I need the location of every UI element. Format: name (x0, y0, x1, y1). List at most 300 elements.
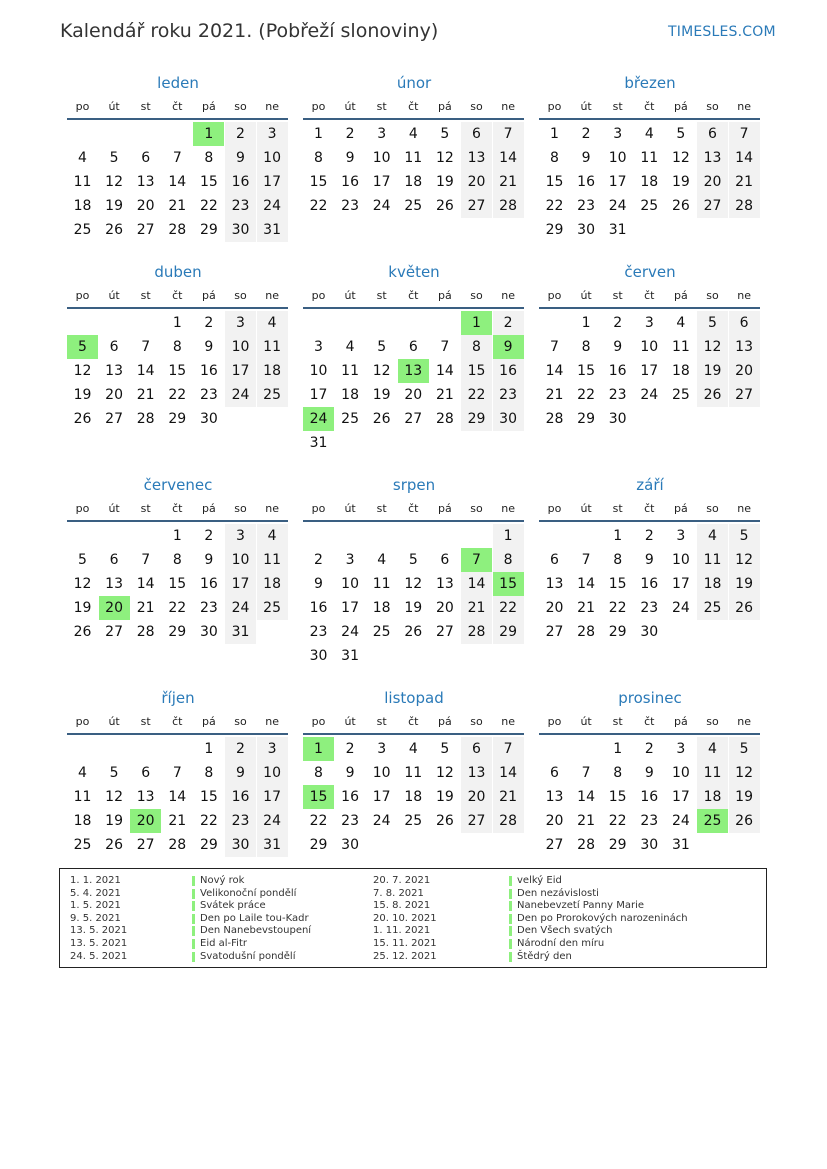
legend-swatch (509, 952, 512, 962)
calendar-day: 18 (73, 198, 92, 214)
weekday-label: ne (501, 100, 515, 113)
calendar-day: 12 (404, 576, 423, 592)
calendar-day: 11 (404, 765, 423, 781)
calendar-day: 8 (314, 150, 323, 166)
calendar-day: 13 (136, 789, 155, 805)
calendar-day: 5 (109, 150, 119, 166)
calendar-day: 26 (73, 624, 92, 640)
weekday-label: st (612, 715, 623, 728)
calendar-day: 20 (461, 170, 492, 194)
calendar-day: 12 (671, 150, 690, 166)
weekday-label: út (344, 289, 356, 302)
header-rule (303, 733, 524, 735)
calendar-day: 22 (493, 596, 524, 620)
calendar-day: 7 (141, 552, 151, 568)
calendar-day: 30 (341, 837, 359, 853)
calendar-day: 8 (493, 548, 524, 572)
weekday-label: st (612, 289, 623, 302)
calendar-day: 4 (257, 524, 288, 548)
legend-holiday-name: Eid al-Fitr (200, 938, 247, 949)
calendar-day: 14 (577, 789, 595, 805)
weekday-label: po (547, 502, 562, 515)
calendar-day: 11 (671, 339, 690, 355)
calendar-day: 21 (168, 198, 187, 214)
calendar-day: 2 (225, 122, 256, 146)
legend-swatch (192, 939, 195, 949)
legend-swatch (192, 889, 195, 899)
weekday-label: ne (265, 289, 279, 302)
calendar-day: 17 (640, 363, 659, 379)
month-name: říjen (161, 689, 195, 707)
calendar-day: 13 (105, 363, 123, 379)
calendar-day: 11 (697, 548, 728, 572)
calendar-day: 10 (608, 150, 627, 166)
calendar-day: 5 (109, 765, 119, 781)
calendar-day: 25 (73, 222, 92, 238)
weekday-label: čt (408, 289, 419, 302)
calendar-day: 21 (545, 387, 564, 403)
calendar-day: 18 (404, 789, 423, 805)
header-rule (539, 520, 760, 522)
holiday-day: 1 (193, 122, 224, 146)
calendar-day: 26 (435, 198, 454, 214)
weekday-label: čt (644, 502, 655, 515)
weekday-label: ne (737, 715, 751, 728)
calendar-day: 30 (608, 411, 627, 427)
weekday-label: st (140, 715, 151, 728)
calendar-day: 29 (168, 624, 187, 640)
calendar-day: 6 (408, 339, 418, 355)
calendar-day: 27 (404, 411, 423, 427)
calendar-day: 2 (644, 741, 654, 757)
calendar-day: 30 (199, 411, 218, 427)
calendar-day: 17 (309, 387, 328, 403)
calendar-day: 16 (577, 174, 595, 190)
calendar-day: 25 (697, 596, 728, 620)
calendar-day: 25 (404, 813, 423, 829)
calendar-day: 14 (729, 146, 760, 170)
calendar-day: 13 (461, 146, 492, 170)
page-title: Kalendář roku 2021. (Pobřeží slonoviny) (60, 20, 439, 42)
calendar-day: 31 (257, 833, 288, 857)
calendar-day: 19 (73, 387, 92, 403)
legend-swatch (192, 876, 195, 886)
calendar-day: 17 (257, 785, 288, 809)
calendar-day: 20 (105, 387, 123, 403)
calendar-day: 28 (168, 837, 187, 853)
calendar-day: 3 (377, 126, 387, 142)
calendar-day: 10 (225, 335, 256, 359)
legend-holiday-name: Den po Laile tou-Kadr (200, 912, 309, 924)
calendar-day: 27 (461, 809, 492, 833)
calendar-day: 30 (640, 837, 659, 853)
calendar-day: 24 (225, 596, 256, 620)
legend-holiday-name: Den Všech svatých (517, 925, 613, 937)
calendar-day: 31 (608, 222, 627, 238)
calendar-day: 26 (404, 624, 423, 640)
legend-date: 15. 8. 2021 (373, 900, 431, 912)
calendar-day: 9 (644, 552, 654, 568)
calendar-day: 29 (545, 222, 564, 238)
legend-swatch (509, 901, 512, 911)
legend-date: 13. 5. 2021 (70, 938, 128, 949)
weekday-label: ne (501, 502, 515, 515)
calendar-day: 14 (136, 363, 155, 379)
calendar-day: 22 (577, 387, 595, 403)
calendar-day: 24 (372, 198, 391, 214)
holiday-day: 9 (493, 335, 524, 359)
weekday-label: pá (202, 502, 216, 515)
weekday-label: čt (644, 715, 655, 728)
weekday-label: út (580, 502, 592, 515)
calendar-day: 14 (545, 363, 564, 379)
calendar-day: 13 (697, 146, 728, 170)
legend-date: 1. 1. 2021 (70, 875, 121, 886)
calendar-day: 8 (172, 552, 182, 568)
weekday-label: st (376, 100, 387, 113)
calendar-day: 22 (199, 198, 218, 214)
calendar-day: 5 (440, 741, 450, 757)
calendar-day: 9 (314, 576, 323, 592)
calendar-day: 17 (225, 359, 256, 383)
weekday-label: po (75, 289, 90, 302)
calendar-day: 18 (73, 813, 92, 829)
calendar-day: 12 (697, 335, 728, 359)
legend-swatch (192, 901, 195, 911)
header-rule (67, 733, 288, 735)
calendar-day: 13 (729, 335, 760, 359)
calendar-day: 13 (136, 174, 155, 190)
calendar-day: 25 (671, 387, 690, 403)
month-name: listopad (384, 689, 444, 707)
calendar-day: 28 (729, 194, 760, 218)
calendar-day: 19 (435, 789, 454, 805)
weekday-label: st (612, 502, 623, 515)
calendar-day: 24 (671, 600, 690, 616)
calendar-day: 31 (341, 648, 359, 664)
calendar-day: 9 (225, 761, 256, 785)
calendar-day: 17 (225, 572, 256, 596)
calendar-day: 3 (613, 126, 623, 142)
calendar-day: 9 (225, 146, 256, 170)
calendar-day: 28 (577, 837, 595, 853)
calendar-day: 2 (225, 737, 256, 761)
calendar-day: 6 (550, 765, 559, 781)
calendar-day: 16 (341, 789, 359, 805)
calendar-day: 13 (461, 761, 492, 785)
calendar-day: 16 (225, 170, 256, 194)
calendar-day: 28 (136, 411, 155, 427)
calendar-day: 31 (671, 837, 690, 853)
calendar-day: 24 (225, 383, 256, 407)
weekday-label: st (376, 502, 387, 515)
holiday-day: 15 (493, 572, 524, 596)
legend-date: 1. 5. 2021 (70, 900, 121, 912)
calendar-day: 30 (640, 624, 659, 640)
calendar-day: 25 (257, 383, 288, 407)
calendar-day: 4 (257, 311, 288, 335)
calendar-day: 22 (168, 600, 187, 616)
month-name: srpen (392, 476, 436, 494)
calendar-day: 2 (345, 741, 355, 757)
weekday-label: so (470, 100, 483, 113)
weekday-label: čt (408, 715, 419, 728)
legend-swatch (509, 876, 512, 886)
weekday-label: so (706, 289, 719, 302)
calendar-day: 21 (435, 387, 454, 403)
calendar-day: 8 (613, 552, 623, 568)
weekday-label: čt (172, 100, 183, 113)
calendar-day: 25 (640, 198, 659, 214)
legend-date: 24. 5. 2021 (70, 950, 128, 962)
calendar-day: 11 (404, 150, 423, 166)
weekday-label: pá (438, 715, 452, 728)
calendar-day: 30 (199, 624, 218, 640)
calendar-day: 6 (729, 311, 760, 335)
calendar-day: 11 (73, 789, 92, 805)
calendar-day: 28 (493, 194, 524, 218)
calendar-day: 10 (257, 146, 288, 170)
calendar-day: 15 (199, 789, 218, 805)
weekday-label: út (108, 289, 120, 302)
calendar-day: 17 (341, 600, 359, 616)
legend-swatch (192, 926, 195, 936)
holiday-day: 7 (461, 548, 492, 572)
weekday-label: st (140, 502, 151, 515)
weekday-label: čt (172, 289, 183, 302)
calendar-day: 3 (225, 311, 256, 335)
legend-swatch (192, 952, 195, 962)
calendar-day: 30 (577, 222, 595, 238)
calendar-day: 19 (729, 785, 760, 809)
calendar-day: 1 (172, 528, 182, 544)
calendar-day: 22 (168, 387, 187, 403)
weekday-label: po (547, 100, 562, 113)
calendar-day: 10 (257, 761, 288, 785)
calendar-day: 29 (461, 407, 492, 431)
calendar-day: 20 (435, 600, 454, 616)
weekday-label: so (234, 289, 247, 302)
calendar-day: 4 (676, 315, 686, 331)
calendar-day: 12 (73, 363, 92, 379)
calendar-day: 26 (435, 813, 454, 829)
legend-swatch (509, 914, 512, 924)
calendar-day: 16 (608, 363, 627, 379)
legend-date: 7. 8. 2021 (373, 887, 424, 899)
weekday-label: po (75, 502, 90, 515)
weekday-label: pá (202, 289, 216, 302)
month-name: únor (396, 74, 432, 92)
weekday-label: po (75, 100, 90, 113)
weekday-label: po (311, 715, 326, 728)
calendar-day: 6 (697, 122, 728, 146)
calendar-day: 7 (172, 765, 182, 781)
calendar-day: 17 (671, 576, 690, 592)
calendar-day: 23 (341, 813, 359, 829)
weekday-label: so (470, 289, 483, 302)
legend-date: 13. 5. 2021 (70, 925, 128, 937)
calendar-day: 14 (168, 789, 187, 805)
calendar-day: 12 (435, 765, 454, 781)
weekday-label: ne (737, 100, 751, 113)
weekday-label: so (234, 100, 247, 113)
brand-link[interactable]: TIMESLES.COM (668, 24, 776, 40)
calendar-day: 18 (257, 359, 288, 383)
calendar-day: 5 (697, 311, 728, 335)
legend-date: 1. 11. 2021 (373, 925, 431, 937)
calendar-day: 15 (168, 576, 187, 592)
calendar-day: 11 (640, 150, 659, 166)
calendar-day: 15 (608, 576, 627, 592)
calendar-day: 30 (493, 407, 524, 431)
calendar-day: 13 (545, 576, 564, 592)
calendar-day: 5 (676, 126, 686, 142)
calendar-day: 5 (440, 126, 450, 142)
calendar-day: 8 (204, 150, 214, 166)
calendar-day: 19 (105, 198, 123, 214)
calendar-day: 5 (377, 339, 387, 355)
calendar-day: 10 (225, 548, 256, 572)
weekday-label: ne (265, 100, 279, 113)
calendar-day: 19 (372, 387, 391, 403)
calendar-day: 21 (577, 813, 595, 829)
holiday-legend (59, 868, 767, 968)
calendar-day: 8 (581, 339, 591, 355)
calendar-day: 7 (172, 150, 182, 166)
month-name: květen (388, 263, 440, 281)
calendar-day: 9 (345, 150, 355, 166)
calendar-day: 18 (404, 174, 423, 190)
calendar-day: 2 (204, 528, 214, 544)
calendar-day: 25 (73, 837, 92, 853)
header-rule (539, 118, 760, 120)
month-name: březen (624, 74, 676, 92)
calendar-day: 15 (608, 789, 627, 805)
weekday-label: ne (737, 502, 751, 515)
calendar-day: 24 (671, 813, 690, 829)
calendar-day: 2 (581, 126, 591, 142)
calendar-day: 3 (676, 528, 686, 544)
calendar-day: 3 (345, 552, 355, 568)
weekday-label: út (344, 100, 356, 113)
legend-date: 20. 10. 2021 (373, 912, 437, 924)
calendar-day: 11 (697, 761, 728, 785)
calendar-day: 30 (225, 218, 256, 242)
calendar-day: 14 (136, 576, 155, 592)
calendar-day: 16 (225, 785, 256, 809)
calendar-day: 6 (461, 737, 492, 761)
calendar-day: 16 (493, 359, 524, 383)
calendar-day: 31 (257, 218, 288, 242)
calendar-day: 20 (545, 813, 564, 829)
calendar-day: 30 (225, 833, 256, 857)
legend-holiday-name: Den Nanebevstoupení (200, 925, 312, 937)
holiday-day: 1 (303, 737, 334, 761)
weekday-label: pá (202, 715, 216, 728)
calendar-day: 3 (676, 741, 686, 757)
calendar-day: 18 (671, 363, 690, 379)
calendar-day: 23 (577, 198, 595, 214)
calendar-day: 3 (644, 315, 654, 331)
legend-holiday-name: velký Eid (517, 875, 562, 886)
calendar-day: 24 (608, 198, 627, 214)
calendar-day: 3 (377, 741, 387, 757)
calendar-day: 28 (577, 624, 595, 640)
header-rule (67, 520, 288, 522)
legend-holiday-name: Štědrý den (517, 950, 572, 962)
calendar-day: 9 (204, 339, 214, 355)
calendar-day: 21 (461, 596, 492, 620)
calendar-day: 11 (257, 335, 288, 359)
calendar-day: 31 (309, 435, 328, 451)
legend-holiday-name: Den nezávislosti (517, 887, 599, 899)
calendar-day: 1 (550, 126, 559, 142)
weekday-label: po (547, 715, 562, 728)
calendar-day: 10 (372, 765, 391, 781)
calendar-day: 28 (435, 411, 454, 427)
calendar-day: 12 (73, 576, 92, 592)
calendar-day: 23 (640, 600, 659, 616)
weekday-label: čt (408, 100, 419, 113)
calendar-day: 22 (461, 383, 492, 407)
legend-holiday-name: Národní den míru (517, 938, 605, 949)
calendar-day: 25 (257, 596, 288, 620)
calendar-day: 25 (404, 198, 423, 214)
weekday-label: so (706, 715, 719, 728)
weekday-label: čt (644, 289, 655, 302)
calendar-day: 27 (697, 194, 728, 218)
calendar-day: 27 (105, 411, 123, 427)
calendar-day: 22 (608, 600, 627, 616)
calendar-day: 15 (199, 174, 218, 190)
calendar-day: 19 (729, 572, 760, 596)
calendar-day: 3 (257, 737, 288, 761)
calendar-day: 1 (581, 315, 591, 331)
calendar-day: 13 (435, 576, 454, 592)
legend-holiday-name: Nanebevzetí Panny Marie (517, 900, 645, 912)
calendar-day: 19 (697, 359, 728, 383)
calendar-day: 26 (697, 383, 728, 407)
weekday-label: po (75, 715, 90, 728)
calendar-day: 26 (729, 596, 760, 620)
calendar-day: 4 (78, 150, 87, 166)
calendar-day: 24 (640, 387, 659, 403)
calendar-day: 10 (640, 339, 659, 355)
calendar-day: 11 (73, 174, 92, 190)
calendar-day: 17 (608, 174, 627, 190)
calendar-day: 9 (581, 150, 591, 166)
calendar-day: 3 (225, 524, 256, 548)
calendar-day: 23 (199, 387, 218, 403)
calendar-day: 9 (613, 339, 623, 355)
calendar-day: 13 (105, 576, 123, 592)
weekday-label: pá (202, 100, 216, 113)
calendar-day: 2 (613, 315, 623, 331)
weekday-label: ne (265, 715, 279, 728)
calendar-day: 17 (671, 789, 690, 805)
calendar-day: 15 (577, 363, 595, 379)
calendar-day: 6 (141, 150, 151, 166)
weekday-label: po (311, 100, 326, 113)
calendar-day: 30 (309, 648, 328, 664)
weekday-label: so (470, 715, 483, 728)
calendar-day: 2 (644, 528, 654, 544)
calendar-day: 10 (341, 576, 359, 592)
calendar-day: 2 (493, 311, 524, 335)
calendar-day: 22 (608, 813, 627, 829)
legend-swatch (509, 889, 512, 899)
calendar-day: 19 (404, 600, 423, 616)
